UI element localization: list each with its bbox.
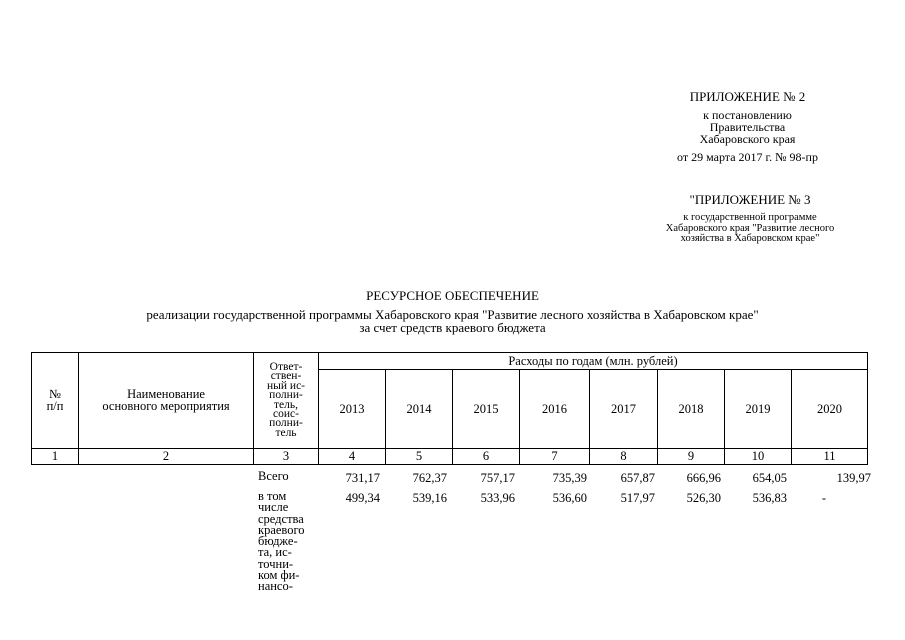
value-cell: 666,96 bbox=[686, 471, 721, 485]
col-index: 10 bbox=[725, 449, 792, 465]
value-cell: 517,97 bbox=[620, 491, 655, 505]
col-index: 9 bbox=[658, 449, 725, 465]
value-cell: 539,16 bbox=[412, 491, 447, 505]
header-name: Наименование основного мероприятия bbox=[79, 353, 254, 449]
value-cell: 526,30 bbox=[686, 491, 721, 505]
value-cell: 139,97 bbox=[836, 471, 871, 485]
document-subtitle bbox=[0, 308, 905, 334]
annex-block bbox=[635, 193, 865, 245]
year-2020: 2020 bbox=[792, 370, 868, 449]
col-index: 5 bbox=[386, 449, 453, 465]
value-cell: 735,39 bbox=[552, 471, 587, 485]
annex-line: хозяйства в Хабаровском крае" bbox=[680, 233, 820, 244]
value-cell: 731,17 bbox=[345, 471, 380, 485]
year-2018: 2018 bbox=[658, 370, 725, 449]
approval-line: Правительства bbox=[709, 120, 786, 134]
value-cell: 757,17 bbox=[480, 471, 515, 485]
col-index: 8 bbox=[590, 449, 658, 465]
subtitle-line-2: за счет средств краевого бюджета bbox=[359, 320, 546, 335]
approval-block bbox=[640, 90, 855, 163]
resource-table bbox=[31, 352, 868, 465]
row-label-total: Всего bbox=[258, 469, 289, 483]
annex-line: Хабаровского края "Развитие лесного bbox=[665, 222, 835, 234]
col-index: 11 bbox=[792, 449, 868, 465]
approval-date: от 29 марта 2017 г. № 98-пр bbox=[677, 150, 818, 164]
annex-line: к государственной программе bbox=[683, 212, 817, 223]
value-cell: 499,34 bbox=[345, 491, 380, 505]
year-2015: 2015 bbox=[453, 370, 520, 449]
col-index: 6 bbox=[453, 449, 520, 465]
year-2016: 2016 bbox=[520, 370, 590, 449]
value-cell: - bbox=[821, 491, 827, 505]
header-responsible: Ответ- ствен- ный ис- полни- тель, соис- полни- тель bbox=[254, 353, 319, 449]
header-expenses: Расходы по годам (млн. рублей) bbox=[319, 353, 868, 370]
year-2013: 2013 bbox=[319, 370, 386, 449]
year-2017: 2017 bbox=[590, 370, 658, 449]
value-cell: 654,05 bbox=[752, 471, 787, 485]
col-index: 4 bbox=[319, 449, 386, 465]
header-num: № п/п bbox=[32, 353, 79, 449]
value-cell: 533,96 bbox=[480, 491, 515, 505]
approval-line: Хабаровского края bbox=[699, 132, 796, 146]
subtitle-line-1: реализации государственной программы Хабаровского края "Развитие лесного хозяйства в Хабаровском крае" bbox=[146, 307, 759, 322]
value-cell: 536,83 bbox=[752, 491, 787, 505]
col-index: 1 bbox=[32, 449, 79, 465]
value-cell: 536,60 bbox=[552, 491, 587, 505]
approval-line: к постановлению bbox=[703, 108, 792, 122]
year-2014: 2014 bbox=[386, 370, 453, 449]
col-index: 3 bbox=[254, 449, 319, 465]
value-cell: 657,87 bbox=[620, 471, 655, 485]
document-title: РЕСУРСНОЕ ОБЕСПЕЧЕНИЕ bbox=[366, 288, 539, 303]
value-cell: 762,37 bbox=[412, 471, 447, 485]
annex-heading: "ПРИЛОЖЕНИЕ № 3 bbox=[689, 192, 811, 207]
col-index: 7 bbox=[520, 449, 590, 465]
year-2019: 2019 bbox=[725, 370, 792, 449]
row-label-regional: в том числе средства краевого бюдже- та, ис- точни- ком фи- нансо- bbox=[258, 489, 305, 593]
col-index: 2 bbox=[79, 449, 254, 465]
approval-heading: ПРИЛОЖЕНИЕ № 2 bbox=[689, 89, 806, 104]
